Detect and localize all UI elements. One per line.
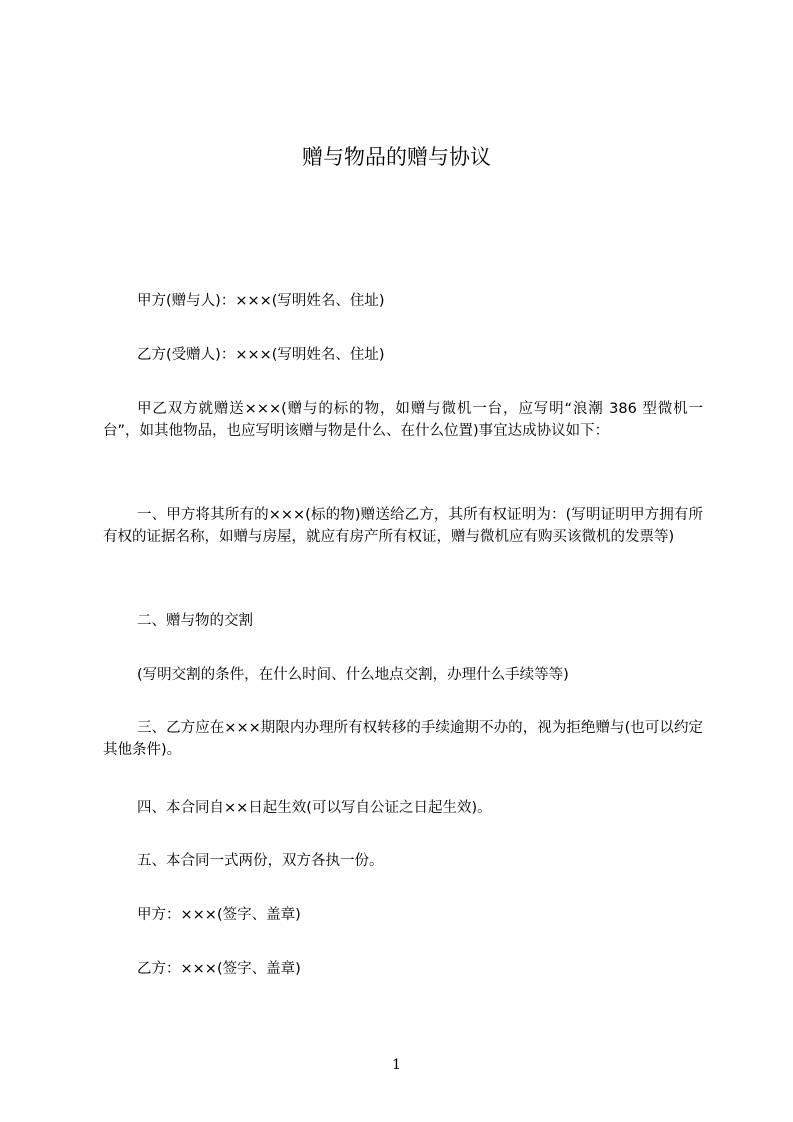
clause-one: 一、甲方将其所有的×××(标的物)赠送给乙方，其所有权证明为：(写明证明甲方拥有所有权的证据名称，如赠与房屋，就应有房产所有权证，赠与微机应有购买该微机的发票等) <box>103 507 703 545</box>
page-number: 1 <box>392 1057 401 1073</box>
party-b-signature: 乙方：×××(签字、盖章) <box>137 961 301 977</box>
document-title: 赠与物品的赠与协议 <box>302 145 491 169</box>
clause-four: 四、本合同自××日起生效(可以写自公证之日起生效)。 <box>137 800 492 816</box>
clause-three: 三、乙方应在×××期限内办理所有权转移的手续逾期不办的，视为拒绝赠与(也可以约定其他条件)。 <box>103 720 703 758</box>
party-b-line: 乙方(受赠人)：×××(写明姓名、住址) <box>137 347 385 363</box>
clause-five: 五、本合同一式两份，双方各执一份。 <box>137 853 384 869</box>
agreement-intro: 甲乙双方就赠送×××(赠与的标的物，如赠与微机一台，应写明“浪潮 386 型微机一台”，如其他物品，也应写明该赠与物是什么、在什么位置)事宜达成协议如下： <box>103 401 703 439</box>
clause-two-heading: 二、赠与物的交割 <box>137 613 253 629</box>
party-a-line: 甲方(赠与人)：×××(写明姓名、住址) <box>137 293 385 309</box>
clause-two-detail: (写明交割的条件，在什么时间、什么地点交割，办理什么手续等等) <box>137 667 569 683</box>
party-a-signature: 甲方：×××(签字、盖章) <box>137 907 301 923</box>
